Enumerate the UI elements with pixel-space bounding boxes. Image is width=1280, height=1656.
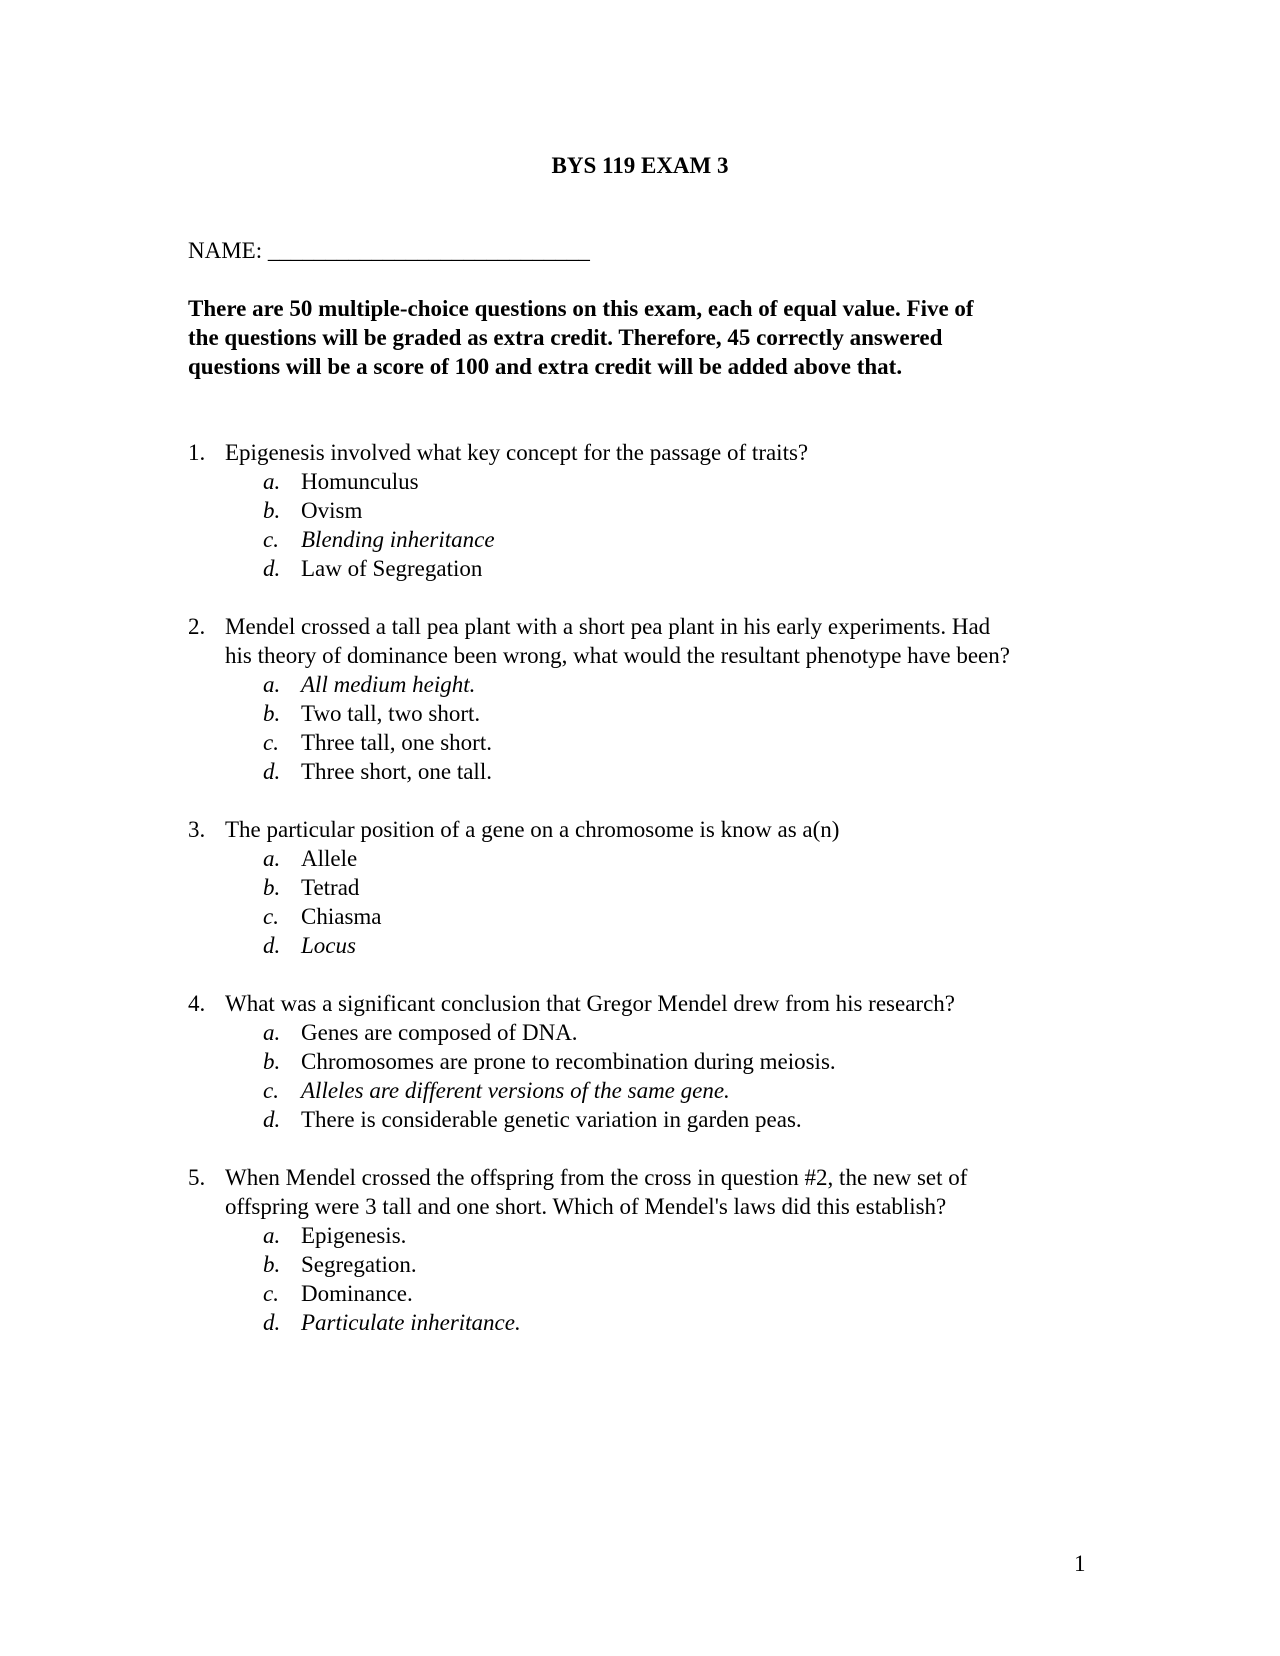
option-text: All medium height. [301, 672, 476, 697]
option-text: Chiasma [301, 904, 382, 929]
question-stem [188, 612, 1188, 641]
answer-options [188, 844, 1188, 960]
option-text: Chromosomes are prone to recombination during meiosis. [301, 1049, 836, 1074]
answer-option-c [188, 902, 1188, 931]
answer-option-a [188, 1221, 1188, 1250]
answer-option-b [188, 873, 1188, 902]
option-letter: c. [263, 1078, 279, 1103]
option-text: Three short, one tall. [301, 759, 492, 784]
option-text: Genes are composed of DNA. [301, 1020, 578, 1045]
question-1 [188, 438, 1188, 583]
option-letter: a. [263, 846, 281, 871]
answer-option-d [188, 1105, 1188, 1134]
option-letter: d. [263, 933, 281, 958]
option-letter: a. [263, 469, 281, 494]
answer-option-c [188, 728, 1188, 757]
answer-option-c [188, 1076, 1188, 1105]
question-list [188, 438, 1188, 1366]
answer-option-a [188, 844, 1188, 873]
option-letter: b. [263, 1252, 281, 1277]
question-stem [188, 1163, 1188, 1192]
question-number: 5. [188, 1165, 206, 1190]
question-stem [188, 438, 1188, 467]
answer-options [188, 467, 1188, 583]
answer-options [188, 1221, 1188, 1337]
answer-option-a [188, 467, 1188, 496]
answer-option-b [188, 699, 1188, 728]
option-letter: c. [263, 730, 279, 755]
answer-option-a [188, 670, 1188, 699]
answer-option-b [188, 496, 1188, 525]
exam-instructions [188, 294, 1088, 381]
answer-options [188, 1018, 1188, 1134]
answer-option-a [188, 1018, 1188, 1047]
option-letter: d. [263, 1107, 281, 1132]
answer-option-c [188, 525, 1188, 554]
option-text: Homunculus [301, 469, 419, 494]
question-text: What was a significant conclusion that Gregor Mendel drew from his research? [225, 991, 955, 1016]
option-text: Ovism [301, 498, 363, 523]
option-letter: d. [263, 556, 281, 581]
instructions-line: questions will be a score of 100 and extra credit will be added above that. [188, 354, 903, 379]
answer-option-d [188, 931, 1188, 960]
option-letter: c. [263, 1281, 279, 1306]
answer-option-c [188, 1279, 1188, 1308]
option-text: Tetrad [301, 875, 360, 900]
option-letter: c. [263, 527, 279, 552]
instructions-line: There are 50 multiple-choice questions on this exam, each of equal value. Five of [188, 296, 974, 321]
answer-options [188, 670, 1188, 786]
answer-option-b [188, 1250, 1188, 1279]
option-letter: a. [263, 672, 281, 697]
question-text: Mendel crossed a tall pea plant with a short pea plant in his early experiments. Had [225, 614, 991, 639]
instructions-line: the questions will be graded as extra credit. Therefore, 45 correctly answered [188, 325, 943, 350]
option-letter: b. [263, 875, 281, 900]
answer-option-d [188, 554, 1188, 583]
answer-option-b [188, 1047, 1188, 1076]
question-3 [188, 815, 1188, 960]
name-field-line: NAME: ____________________________ [188, 238, 590, 263]
question-4 [188, 989, 1188, 1134]
question-5 [188, 1163, 1188, 1337]
question-text: Epigenesis involved what key concept for the passage of traits? [225, 440, 809, 465]
option-text: Locus [301, 933, 356, 958]
option-text: Two tall, two short. [301, 701, 481, 726]
option-text: Particulate inheritance. [301, 1310, 521, 1335]
answer-option-d [188, 757, 1188, 786]
option-text: Segregation. [301, 1252, 417, 1277]
option-text: Three tall, one short. [301, 730, 492, 755]
question-text: The particular position of a gene on a chromosome is know as a(n) [225, 817, 840, 842]
option-text: Allele [301, 846, 358, 871]
option-text: Law of Segregation [301, 556, 483, 581]
exam-title: BYS 119 EXAM 3 [551, 153, 729, 178]
question-number: 4. [188, 991, 206, 1016]
option-text: Dominance. [301, 1281, 413, 1306]
question-text-continued: his theory of dominance been wrong, what would the resultant phenotype have been? [225, 643, 1010, 668]
option-text: Epigenesis. [301, 1223, 407, 1248]
option-letter: b. [263, 1049, 281, 1074]
option-letter: a. [263, 1223, 281, 1248]
option-letter: b. [263, 498, 281, 523]
question-number: 2. [188, 614, 206, 639]
question-text: When Mendel crossed the offspring from the cross in question #2, the new set of [225, 1165, 968, 1190]
option-letter: a. [263, 1020, 281, 1045]
question-2 [188, 612, 1188, 786]
question-stem [188, 815, 1188, 844]
option-letter: b. [263, 701, 281, 726]
option-letter: d. [263, 759, 281, 784]
option-letter: c. [263, 904, 279, 929]
option-text: Blending inheritance [301, 527, 495, 552]
option-letter: d. [263, 1310, 281, 1335]
question-number: 1. [188, 440, 206, 465]
question-number: 3. [188, 817, 206, 842]
page-number: 1 [1074, 1551, 1086, 1576]
option-text: Alleles are different versions of the same gene. [301, 1078, 730, 1103]
question-text-continued: offspring were 3 tall and one short. Which of Mendel's laws did this establish? [225, 1194, 947, 1219]
question-stem [188, 989, 1188, 1018]
option-text: There is considerable genetic variation in garden peas. [301, 1107, 802, 1132]
answer-option-d [188, 1308, 1188, 1337]
